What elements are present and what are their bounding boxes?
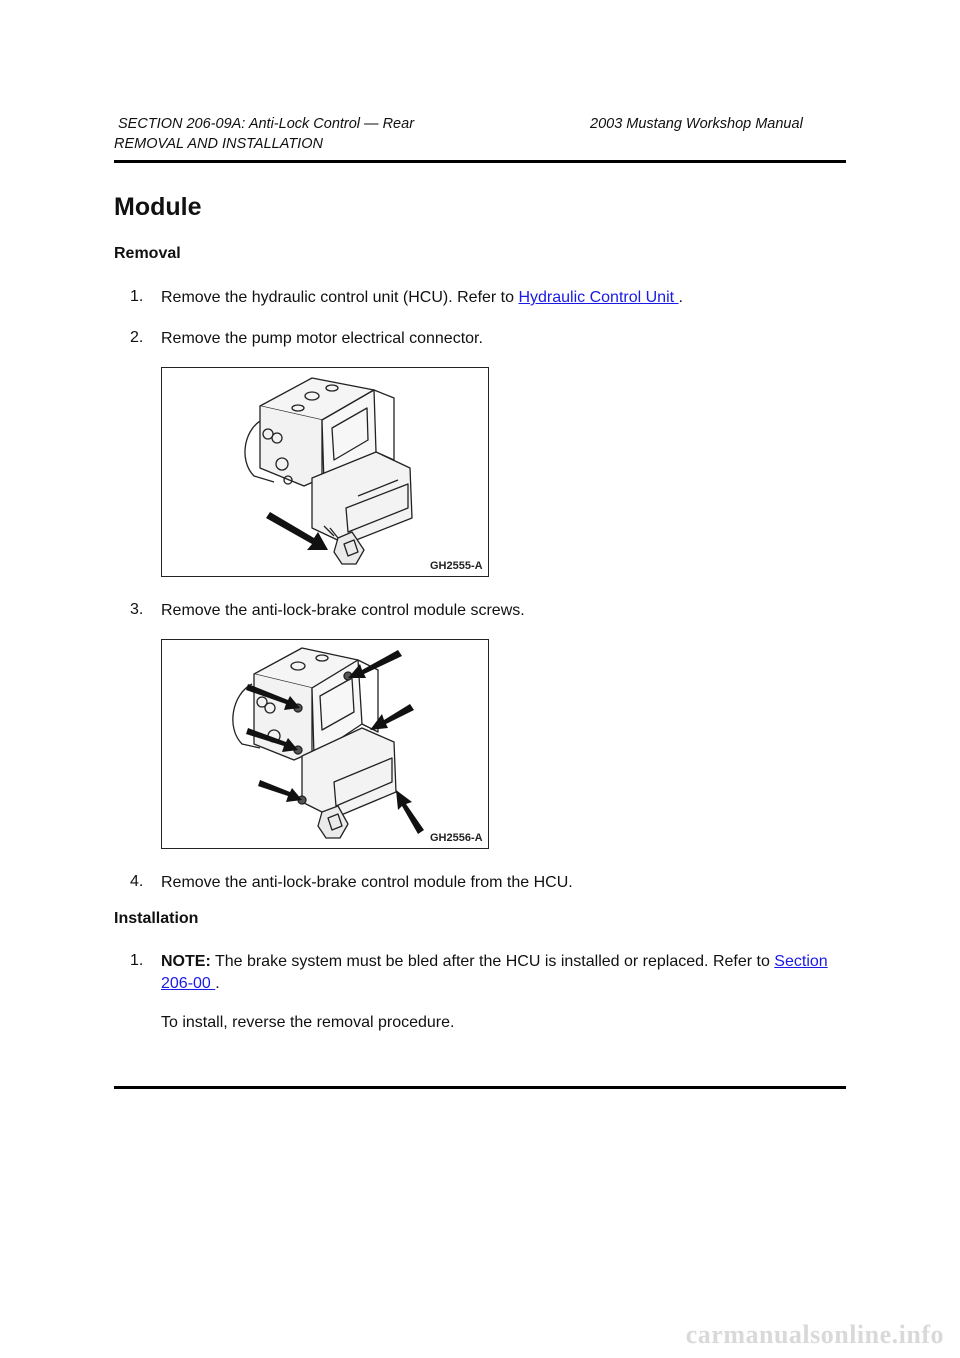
step-text-end: . [678, 289, 683, 306]
step-number: 4. [130, 873, 144, 890]
installation-instruction: To install, reverse the removal procedure. [161, 1014, 455, 1031]
section-number-link[interactable]: 206-00 [161, 975, 216, 992]
note-text: The brake system must be bled after the HCU is installed or replaced. Refer to [210, 953, 775, 970]
step-text: Remove the hydraulic control unit (HCU). Refer to [161, 289, 519, 306]
note-label: NOTE: [161, 953, 211, 970]
removal-step-3: Remove the anti-lock-brake control module screws. [161, 602, 525, 619]
hydraulic-control-unit-link[interactable]: Hydraulic Control Unit [518, 289, 679, 306]
section-link[interactable]: Section [774, 953, 828, 970]
removal-heading: Removal [114, 245, 181, 262]
figure-pump-connector [161, 367, 489, 577]
section-header: SECTION 206-09A: Anti-Lock Control — Rear [118, 116, 415, 132]
page-title: Module [114, 193, 202, 221]
note-text-end: . [215, 975, 220, 992]
manual-title-header: 2003 Mustang Workshop Manual [590, 116, 803, 132]
hcu-illustration-1 [162, 368, 488, 576]
step-number: 3. [130, 601, 144, 618]
figure-label: GH2555-A [430, 560, 483, 572]
subsection-header: REMOVAL AND INSTALLATION [114, 136, 323, 152]
removal-step-4: Remove the anti-lock-brake control module from the HCU. [161, 874, 573, 891]
hcu-illustration-2 [162, 640, 488, 848]
figure-module-screws [161, 639, 489, 849]
footer-divider [114, 1086, 846, 1089]
step-number: 1. [130, 288, 144, 305]
installation-heading: Installation [114, 910, 199, 927]
step-number: 1. [130, 952, 144, 969]
step-number: 2. [130, 329, 144, 346]
watermark: carmanualsonline.info [685, 1320, 944, 1349]
removal-step-2: Remove the pump motor electrical connector. [161, 330, 483, 347]
removal-step-1 [161, 287, 683, 309]
installation-note [161, 951, 851, 995]
figure-label: GH2556-A [430, 832, 483, 844]
header-divider [114, 160, 846, 163]
